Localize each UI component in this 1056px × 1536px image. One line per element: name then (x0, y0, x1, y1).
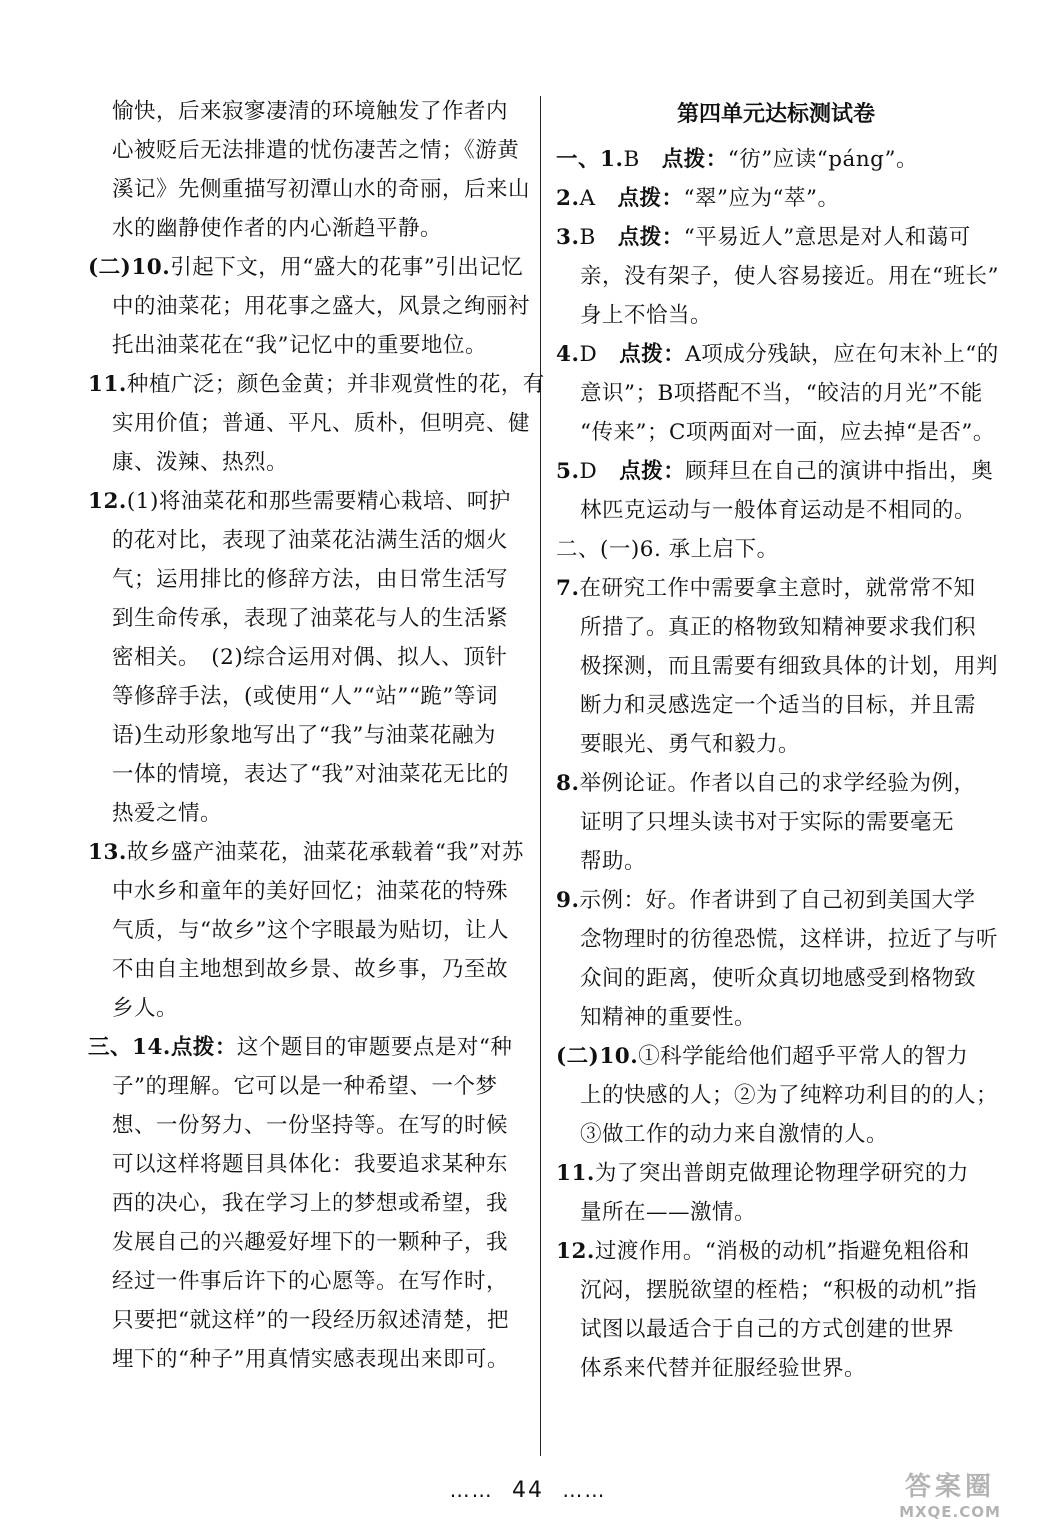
answer-text: 所措了。真正的格物致知精神要求我们积 (580, 615, 977, 640)
answer-text: 举例论证。作者以自己的求学经验为例， (579, 771, 976, 796)
answer-line (88, 599, 528, 638)
answer-line (556, 140, 996, 179)
answer-text: 子”的理解。它可以是一种希望、一个梦 (112, 1074, 498, 1099)
answer-text: 沉闷，摆脱欲望的桎梏；“积极的动机”指 (580, 1278, 977, 1303)
answer-line (88, 755, 528, 794)
watermark-logo (870, 1466, 1030, 1528)
answer-line (556, 335, 999, 374)
answer-text: 等修辞手法，(或使用“人”“站”“跪”等词 (112, 684, 498, 709)
answer-line (88, 989, 528, 1028)
hint-label: 点拨： (617, 225, 684, 250)
answer-line (88, 560, 528, 599)
hint-label: 点拨： (661, 147, 728, 172)
answer-line (88, 482, 528, 521)
answer-text: 体系来代替并征服经验世界。 (580, 1356, 867, 1381)
answer-line (556, 764, 996, 803)
answer-text: 二、(一)6. 承上启下。 (556, 537, 779, 562)
answer-line (556, 1154, 996, 1193)
hint-label: 点拨： (617, 186, 684, 211)
answer-text: 语)生动形象地写出了“我”与油菜花融为 (112, 723, 496, 748)
answer-line (556, 218, 996, 257)
answer-text: 引起下文，用“盛大的花事”引出记忆 (170, 255, 524, 280)
answer-line (556, 491, 996, 530)
answer-text: 托出油菜花在“我”记忆中的重要地位。 (112, 333, 487, 358)
answer-text: 念物理时的彷徨恐慌，这样讲，拉近了与听 (580, 927, 999, 952)
answer-text: ①科学能给他们超乎平常人的智力 (638, 1044, 969, 1069)
answer-text: 一体的情境，表达了“我”对油菜花无比的 (112, 762, 509, 787)
answer-text: 故乡盛产油菜花，油菜花承载着“我”对苏 (126, 840, 524, 865)
answer-text: 试图以最适合于自己的方式创建的世界 (580, 1317, 955, 1342)
question-number: 11. (556, 1161, 595, 1186)
question-number: 2. (556, 186, 580, 211)
answer-line (556, 842, 996, 881)
answer-line (88, 248, 528, 287)
answer-text: 心被贬后无法排遣的忧伤凄苦之情；《游黄 (112, 138, 520, 163)
answer-line (556, 1271, 996, 1310)
answer-text: 上的快感的人；②为了纯粹功利目的的人； (580, 1083, 999, 1108)
answer-text: 可以这样将题目具体化：我要追求某种东 (112, 1152, 509, 1177)
answer-text: 这个题目的审题要点是对“种 (236, 1035, 513, 1060)
answer-text: 在研究工作中需要拿主意时，就常常不知 (579, 576, 976, 601)
answer-line (556, 413, 996, 452)
answer-text: B (579, 225, 618, 250)
watermark-url: MXQE.COM (899, 1503, 1001, 1521)
answer-line (556, 257, 999, 296)
answer-text: 实用价值；普通、平凡、质朴，但明亮、健 (112, 411, 531, 436)
hint-text: “平易近人”意思是对人和蔼可 (683, 225, 971, 250)
answer-line (556, 920, 999, 959)
answer-line (556, 686, 996, 725)
answer-text: 只要把“就这样”的一段经历叙述清楚，把 (112, 1308, 509, 1333)
answer-line (556, 725, 996, 764)
answer-line (88, 638, 528, 677)
answer-text: 不由自主地想到故乡景、故乡事，乃至故 (112, 957, 509, 982)
question-number: 11. (88, 372, 127, 397)
answer-text: 众间的距离，使听众真切地感受到格物致 (580, 966, 977, 991)
answer-text: 知精神的重要性。 (580, 1005, 757, 1030)
answer-text: 为了突出普朗克做理论物理学研究的力 (594, 1161, 969, 1186)
answer-line (88, 794, 528, 833)
hint-text: 顾拜旦在自己的演讲中指出，奥 (685, 459, 994, 484)
answer-line (88, 1028, 528, 1067)
answer-line (556, 647, 999, 686)
answer-line (88, 92, 528, 131)
answer-line (88, 209, 528, 248)
answer-line (88, 170, 531, 209)
answer-text: 量所在——激情。 (580, 1200, 757, 1225)
answer-text: 密相关。 (2)综合运用对偶、拟人、顶针 (112, 645, 508, 670)
question-number: (二)10. (556, 1044, 639, 1069)
answer-line (556, 1349, 996, 1388)
answer-line (556, 1037, 996, 1076)
answer-line (88, 131, 528, 170)
watermark-title: 答案圈 (904, 1472, 995, 1502)
answer-line (88, 911, 528, 950)
answer-line (88, 1262, 528, 1301)
answer-text: 林匹克运动与一般体育运动是不相同的。 (580, 498, 977, 523)
answer-line (556, 296, 996, 335)
question-number: 3. (556, 225, 580, 250)
answer-line (556, 374, 996, 413)
answer-text: B (623, 147, 662, 172)
answer-line (88, 1301, 528, 1340)
hint-text: “翠”应为“萃”。 (683, 186, 840, 211)
answer-text: 的花对比，表现了油菜花沾满生活的烟火 (112, 528, 509, 553)
page-number: 44 (512, 1478, 544, 1503)
answer-text: 意识”；B项搭配不当，“皎洁的月光”不能 (580, 381, 983, 406)
answer-line (556, 881, 996, 920)
answer-line (556, 608, 996, 647)
question-number: 三、14.点拨： (88, 1035, 237, 1060)
answer-line (88, 677, 528, 716)
answer-text: 身上不恰当。 (580, 303, 713, 328)
answer-line (556, 1232, 996, 1271)
answer-text: D (579, 342, 620, 367)
answer-text: 种植广泛；颜色金黄；并非观赏性的花，有 (126, 372, 545, 397)
footer-dots-right: …… (562, 1478, 607, 1502)
answer-text: 乡人。 (112, 996, 179, 1021)
answer-text: 中水乡和童年的美好回忆；油菜花的特殊 (112, 879, 509, 904)
answer-text: 溪记》先侧重描写初潭山水的奇丽，后来山 (112, 177, 531, 202)
answer-text: 断力和灵感选定一个适当的目标，并且需 (580, 693, 977, 718)
answer-line (88, 287, 531, 326)
answer-text: 想、一份努力、一份坚持等。在写的时候 (112, 1113, 509, 1138)
answer-text: (1)将油菜花和那些需要精心栽培、呵护 (126, 489, 511, 514)
question-number: 12. (88, 489, 127, 514)
hint-text: A项成分残缺，应在句末补上“的 (685, 342, 999, 367)
answer-line (88, 1223, 528, 1262)
answer-text: 要眼光、勇气和毅力。 (580, 732, 801, 757)
footer-dots-left: …… (449, 1478, 494, 1502)
answer-line (88, 365, 545, 404)
answer-line (556, 452, 996, 491)
answer-line (88, 1106, 528, 1145)
answer-text: A (579, 186, 618, 211)
answer-line (556, 1310, 996, 1349)
answer-line (556, 998, 996, 1037)
column-divider (540, 96, 541, 1456)
question-number: 12. (556, 1239, 595, 1264)
answer-line (88, 521, 528, 560)
answer-line (88, 950, 528, 989)
right-column (556, 92, 999, 1388)
hint-text: “彷”应读“páng”。 (727, 147, 918, 172)
answer-text: 热爱之情。 (112, 801, 223, 826)
answer-line (88, 716, 528, 755)
answer-text: 过渡作用。“消极的动机”指避免粗俗和 (594, 1239, 970, 1264)
answer-text: 气；运用排比的修辞方法，由日常生活写 (112, 567, 509, 592)
answer-line (556, 1076, 999, 1115)
question-number: 5. (556, 459, 580, 484)
hint-label: 点拨： (619, 459, 686, 484)
question-number: 4. (556, 342, 580, 367)
answer-line (88, 872, 528, 911)
answer-text: 埋下的“种子”用真情实感表现出来即可。 (112, 1347, 509, 1372)
question-number: (二)10. (88, 255, 171, 280)
answer-text: ③做工作的动力来自激情的人。 (580, 1122, 889, 1147)
question-number: 9. (556, 888, 580, 913)
answer-line (556, 1193, 996, 1232)
right-column-lines (556, 140, 999, 1388)
answer-text: 康、泼辣、热烈。 (112, 450, 289, 475)
answer-text: 水的幽静使作者的内心渐趋平静。 (112, 216, 443, 241)
answer-text: 示例：好。作者讲到了自己初到美国大学 (579, 888, 976, 913)
question-number: 13. (88, 840, 127, 865)
answer-text: 经过一件事后许下的心愿等。在写作时， (112, 1269, 509, 1294)
answer-line (88, 1067, 528, 1106)
answer-line (88, 1184, 528, 1223)
answer-text: 亲，没有架子，使人容易接近。用在“班长” (580, 264, 999, 289)
answer-text: 愉快，后来寂寥凄清的环境触发了作者内 (112, 99, 509, 124)
answer-text: 西的决心，我在学习上的梦想或希望，我 (112, 1191, 509, 1216)
answer-line (556, 530, 996, 569)
answer-text: 极探测，而且需要有细致具体的计划，用判 (580, 654, 999, 679)
answer-line (88, 1340, 528, 1379)
answer-text: “传来”；C项两面对一面，应去掉“是否”。 (580, 420, 995, 445)
answer-line (88, 404, 531, 443)
question-number: 7. (556, 576, 580, 601)
question-number: 一、1. (556, 147, 624, 172)
answer-line (88, 326, 528, 365)
answer-line (556, 1115, 996, 1154)
question-number: 8. (556, 771, 580, 796)
answer-line (556, 569, 996, 608)
answer-text: 中的油菜花；用花事之盛大，风景之绚丽衬 (112, 294, 531, 319)
answer-text: 发展自己的兴趣爱好埋下的一颗种子，我 (112, 1230, 509, 1255)
left-column (88, 92, 545, 1379)
answer-line (88, 1145, 528, 1184)
answer-text: 到生命传承，表现了油菜花与人的生活紧 (112, 606, 509, 631)
answer-text: 气质，与“故乡”这个字眼最为贴切，让人 (112, 918, 509, 943)
answer-line (556, 959, 996, 998)
answer-line (556, 803, 996, 842)
section-title: 第四单元达标测试卷 (676, 102, 875, 127)
answer-line (556, 179, 996, 218)
hint-label: 点拨： (619, 342, 686, 367)
answer-line (88, 443, 528, 482)
answer-text: 帮助。 (580, 849, 647, 874)
answer-text: 证明了只埋头读书对于实际的需要毫无 (580, 810, 955, 835)
answer-line (88, 833, 528, 872)
answer-text: D (579, 459, 620, 484)
